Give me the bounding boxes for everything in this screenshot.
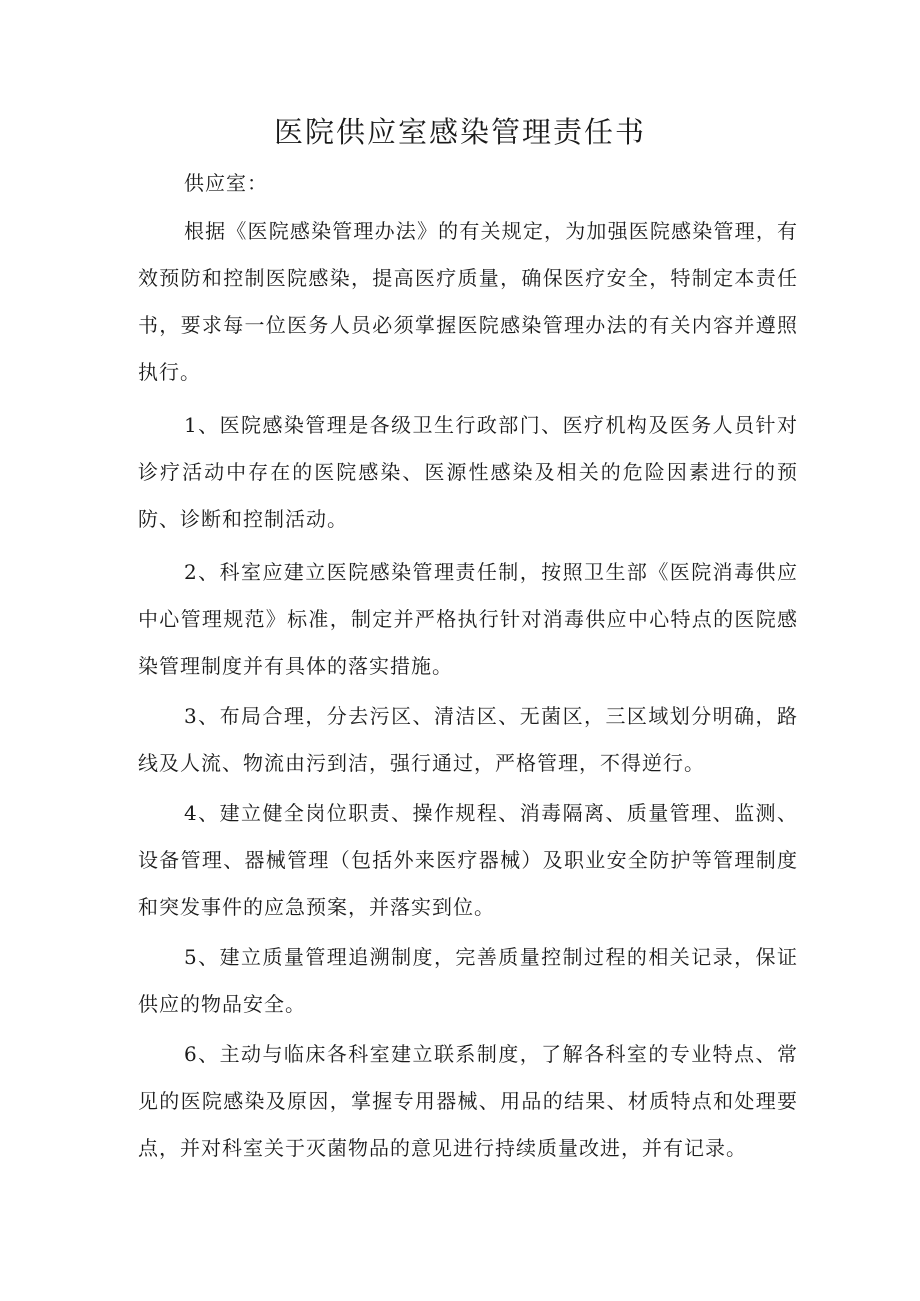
paragraph-item-2: 2、科室应建立医院感染管理责任制，按照卫生部《医院消毒供应中心管理规范》标准，制定并严格执行针对消毒供应中心特点的医院感染管理制度并有具体的落实措施。 (138, 560, 798, 678)
paragraph-item-3: 3、布局合理，分去污区、清洁区、无菌区，三区域划分明确，路线及人流、物流由污到洁，强行通过，严格管理，不得逆行。 (138, 704, 798, 775)
paragraph-item-5: 5、建立质量管理追溯制度，完善质量控制过程的相关记录，保证供应的物品安全。 (138, 945, 798, 1016)
paragraph-item-1: 1、医院感染管理是各级卫生行政部门、医疗机构及医务人员针对诊疗活动中存在的医院感染、医源性感染及相关的危险因素进行的预防、诊断和控制活动。 (138, 413, 798, 531)
paragraph-item-4: 4、建立健全岗位职责、操作规程、消毒隔离、质量管理、监测、设备管理、器械管理（包括外来医疗器械）及职业安全防护等管理制度和突发事件的应急预案，并落实到位。 (138, 801, 798, 919)
paragraph-item-6: 6、主动与临床各科室建立联系制度，了解各科室的专业特点、常见的医院感染及原因，掌握专用器械、用品的结果、材质特点和处理要点，并对科室关于灭菌物品的意见进行持续质量改进，并有记录。 (138, 1042, 798, 1160)
document-title: 医院供应室感染管理责任书 (273, 115, 646, 149)
paragraph-intro: 根据《医院感染管理办法》的有关规定，为加强医院感染管理，有效预防和控制医院感染，提高医疗质量，确保医疗安全，特制定本责任书，要求每一位医务人员必须掌握医院感染管理办法的有关内容并遵照执行。 (138, 219, 798, 384)
addressee: 供应室： (184, 171, 268, 195)
